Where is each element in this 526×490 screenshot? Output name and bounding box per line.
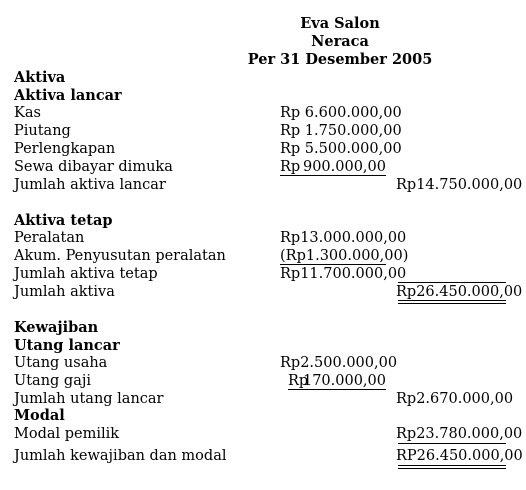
fixed-assets-total-label: Jumlah aktiva tetap: [14, 266, 158, 282]
row-label-peralatan: Peralatan: [14, 230, 85, 246]
subtotal-underline: [280, 175, 386, 176]
subtotal-underline: [398, 443, 506, 444]
row-label-perlengkapan: Perlengkapan: [14, 141, 116, 157]
double-underline: [398, 300, 506, 304]
total-overline: [398, 282, 506, 283]
row-label-piutang: Piutang: [14, 123, 71, 139]
statement-title: Neraca: [311, 33, 369, 50]
assets-total: Rp26.450.000,00: [396, 284, 523, 300]
fixed-assets-total: Rp11.700.000,00: [280, 266, 407, 282]
row-amount-peralatan: Rp13.000.000,00: [280, 230, 407, 246]
row-label-modal-pemilik: Modal pemilik: [14, 426, 120, 442]
row-label-kas: Kas: [14, 105, 41, 121]
row-label-sewa: Sewa dibayar dimuka: [14, 159, 173, 175]
statement-date: Per 31 Desember 2005: [247, 51, 433, 68]
row-amount-kas: Rp 6.600.000,00: [280, 105, 402, 121]
current-liabilities-heading: Utang lancar: [14, 337, 120, 354]
current-liabilities-total: Rp2.670.000,00: [396, 391, 514, 407]
current-assets-total-label: Jumlah aktiva lancar: [14, 177, 166, 193]
double-underline: [398, 465, 506, 469]
current-liabilities-total-label: Jumlah utang lancar: [14, 391, 164, 407]
row-amount-sewa: [280, 159, 386, 176]
liabilities-heading: Kewajiban: [14, 319, 99, 336]
liabilities-equity-total: RP26.450.000,00: [396, 448, 523, 464]
row-amount-akumulasi: (Rp1.300.000,00): [280, 248, 409, 264]
fixed-assets-heading: Aktiva tetap: [14, 212, 113, 229]
equity-heading: Modal: [14, 407, 65, 424]
row-label-utang-gaji: Utang gaji: [14, 373, 91, 389]
current-assets-heading: Aktiva lancar: [14, 87, 122, 104]
assets-total-label: Jumlah aktiva: [14, 284, 115, 300]
liabilities-equity-total-label: Jumlah kewajiban dan modal: [14, 448, 227, 464]
subtotal-underline: [288, 389, 386, 390]
currency-symbol: Rp: [288, 373, 309, 389]
row-amount-utang-usaha: Rp2.500.000,00: [280, 355, 398, 371]
currency-symbol: Rp: [280, 159, 301, 175]
current-assets-total: Rp14.750.000,00: [396, 177, 523, 193]
company-name: Eva Salon: [300, 15, 380, 32]
row-amount-piutang: Rp 1.750.000,00: [280, 123, 402, 139]
row-amount-perlengkapan: Rp 5.500.000,00: [280, 141, 402, 157]
row-label-utang-usaha: Utang usaha: [14, 355, 108, 371]
amount-value: 900.000,00: [302, 159, 386, 175]
row-amount-modal-pemilik: Rp23.780.000,00: [396, 426, 523, 442]
amount-value: 170.000,00: [302, 373, 386, 389]
subtotal-underline: [280, 264, 386, 265]
assets-heading: Aktiva: [14, 69, 66, 86]
row-label-akumulasi: Akum. Penyusutan peralatan: [14, 248, 226, 264]
row-amount-utang-gaji: [288, 373, 386, 390]
